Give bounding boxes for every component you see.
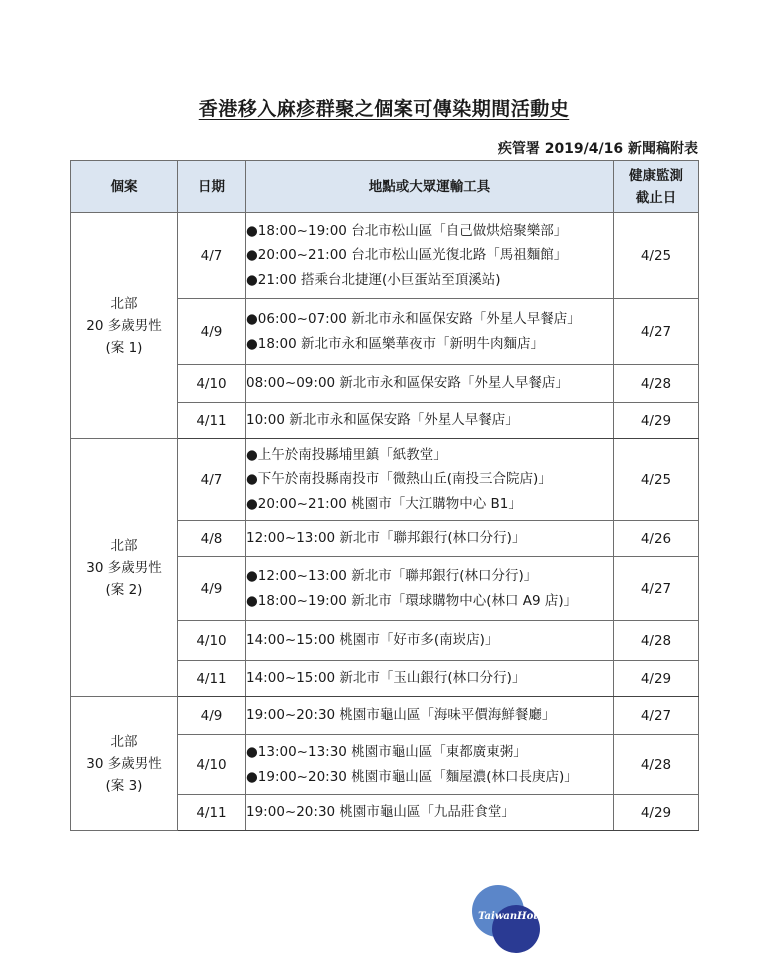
date-cell: 4/10: [178, 735, 246, 795]
event-item: 10:00 新北市永和區保安路「外星人早餐店」: [246, 412, 519, 429]
monitor-end-cell: 4/28: [614, 365, 699, 403]
event-item: ●20:00~21:00 桃園市「大江購物中心 B1」: [246, 495, 522, 512]
case-line: 北部: [110, 537, 138, 554]
event-item: 19:00~20:30 桃園市龜山區「海味平價海鮮餐廳」: [246, 707, 556, 724]
event-item: ●18:00 新北市永和區樂華夜市「新明牛肉麵店」: [246, 335, 544, 352]
case-line: 30 多歲男性: [86, 755, 162, 772]
monitor-end-cell: 4/25: [614, 439, 699, 521]
case-line: (案 1): [105, 339, 143, 356]
table-row: [71, 213, 699, 299]
table-row: [71, 439, 699, 521]
header-monitor-end-line1: 健康監測: [629, 167, 683, 184]
location-cell: [246, 213, 614, 299]
header-location: 地點或大眾運輸工具: [246, 161, 614, 213]
monitor-end-cell: 4/29: [614, 795, 699, 831]
event-item: ●20:00~21:00 台北市松山區光復北路「馬祖麵館」: [246, 247, 568, 264]
case-line: 北部: [110, 295, 138, 312]
event-item: ●06:00~07:00 新北市永和區保安路「外星人早餐店」: [246, 311, 581, 327]
table-header-row: [71, 161, 699, 213]
case-cell: [71, 439, 178, 697]
date-cell: 4/9: [178, 557, 246, 621]
header-monitor-end-line2: 截止日: [635, 189, 677, 206]
event-item: ●18:00~19:00 新北市「環球購物中心(林口 A9 店)」: [246, 592, 578, 609]
case-line: (案 2): [105, 581, 143, 598]
date-cell: 4/11: [178, 795, 246, 831]
event-item: 08:00~09:00 新北市永和區保安路「外星人早餐店」: [246, 375, 569, 392]
date-cell: 4/11: [178, 403, 246, 439]
date-cell: 4/9: [178, 697, 246, 735]
case-line: (案 3): [105, 777, 143, 794]
location-cell: [246, 521, 614, 557]
location-cell: [246, 365, 614, 403]
monitor-end-cell: 4/28: [614, 735, 699, 795]
event-item: 14:00~15:00 新北市「玉山銀行(林口分行)」: [246, 670, 526, 687]
header-monitor-end: [614, 161, 699, 213]
header-date: 日期: [178, 161, 246, 213]
logo-text: TaiwanHot: [478, 911, 538, 922]
event-item: ●下午於南投縣南投市「微熱山丘(南投三合院店)」: [246, 471, 552, 488]
location-cell: [246, 661, 614, 697]
event-item: 12:00~13:00 新北市「聯邦銀行(林口分行)」: [246, 530, 526, 547]
date-cell: 4/7: [178, 439, 246, 521]
case-line: 30 多歲男性: [86, 559, 162, 576]
event-item: ●上午於南投縣埔里鎮「紙教堂」: [246, 446, 447, 463]
case-cell: [71, 697, 178, 831]
location-cell: [246, 439, 614, 521]
header-case: 個案: [71, 161, 178, 213]
case-cell: [71, 213, 178, 439]
table-body: [71, 213, 699, 831]
monitor-end-cell: 4/27: [614, 557, 699, 621]
monitor-end-cell: 4/27: [614, 697, 699, 735]
monitor-end-cell: 4/27: [614, 299, 699, 365]
date-cell: 4/10: [178, 365, 246, 403]
document-title: 香港移入麻疹群聚之個案可傳染期間活動史: [198, 98, 570, 120]
location-cell: [246, 621, 614, 661]
event-item: ●12:00~13:00 新北市「聯邦銀行(林口分行)」: [246, 568, 538, 584]
event-item: ●13:00~13:30 桃園市龜山區「東都廣東粥」: [246, 744, 527, 760]
document-subtitle: 疾管署 2019/4/16 新聞稿附表: [497, 141, 698, 157]
date-cell: 4/11: [178, 661, 246, 697]
date-cell: 4/7: [178, 213, 246, 299]
event-item: 14:00~15:00 桃園市「好市多(南崁店)」: [246, 632, 499, 649]
monitor-end-cell: 4/29: [614, 403, 699, 439]
event-item: ●21:00 搭乘台北捷運(小巨蛋站至頂溪站): [246, 271, 501, 288]
case-line: 北部: [110, 733, 138, 750]
monitor-end-cell: 4/29: [614, 661, 699, 697]
date-cell: 4/10: [178, 621, 246, 661]
taiwanhot-logo: [472, 885, 544, 957]
location-cell: [246, 795, 614, 831]
location-cell: [246, 403, 614, 439]
event-item: 19:00~20:30 桃園市龜山區「九品莊食堂」: [246, 804, 515, 821]
event-item: ●19:00~20:30 桃園市龜山區「麵屋濃(林口長庚店)」: [246, 768, 578, 785]
event-item: ●18:00~19:00 台北市松山區「自己做烘焙聚樂部」: [246, 222, 568, 239]
activity-table: [70, 160, 699, 831]
location-cell: [246, 299, 614, 365]
case-line: 20 多歲男性: [86, 317, 162, 334]
monitor-end-cell: 4/28: [614, 621, 699, 661]
monitor-end-cell: 4/26: [614, 521, 699, 557]
location-cell: [246, 735, 614, 795]
date-cell: 4/9: [178, 299, 246, 365]
location-cell: [246, 697, 614, 735]
location-cell: [246, 557, 614, 621]
date-cell: 4/8: [178, 521, 246, 557]
monitor-end-cell: 4/25: [614, 213, 699, 299]
table-row: [71, 697, 699, 735]
